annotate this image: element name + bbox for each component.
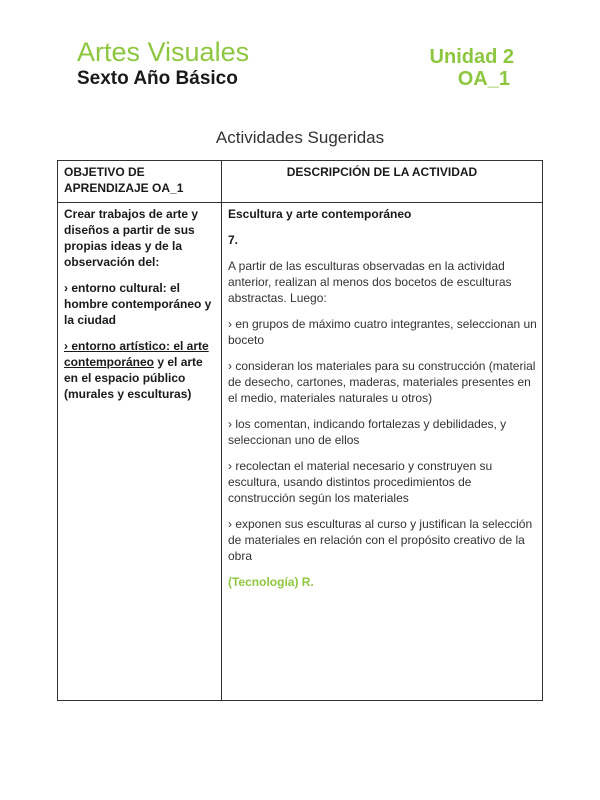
activities-table (57, 160, 543, 701)
activity-step: › consideran los materiales para su construcción (material de desecho, cartones, maderas, materiales presentes en el medio, materiales naturales u otros) (228, 359, 536, 405)
unit-label: Unidad 2 (429, 46, 514, 68)
activity-cell (228, 206, 538, 600)
column-divider (221, 161, 222, 700)
activity-step: › recolectan el material necesario y construyen su escultura, usando distintos procedimientos de construcción según los materiales (228, 459, 493, 505)
grade-label: Sexto Año Básico (77, 68, 238, 89)
page-header (0, 0, 600, 110)
objective-item-artistic-underlined: › entorno artístico: el arte contemporáneo (64, 339, 209, 369)
activity-step: › los comentan, indicando fortalezas y debilidades, y seleccionan uno de ellos (228, 417, 507, 447)
activity-step: › exponen sus esculturas al curso y justifican la selección de materiales en relación con el propósito creativo de la obra (228, 517, 533, 563)
description-column-header: DESCRIPCIÓN DE LA ACTIVIDAD (286, 165, 478, 179)
activity-step: › en grupos de máximo cuatro integrantes, seleccionan un boceto (228, 317, 537, 347)
objective-item-cultural: › entorno cultural: el hombre contemporáneo y la ciudad (64, 281, 212, 327)
integration-note: (Tecnología) R. (228, 575, 314, 589)
activity-intro: A partir de las esculturas observadas en la actividad anterior, realizan al menos dos bocetos de esculturas abstractas. Luego: (228, 259, 512, 305)
subject-title: Artes Visuales (77, 37, 250, 67)
oa-label: OA_1 (457, 68, 510, 90)
objective-cell (64, 206, 216, 412)
objective-column-header: OBJETIVO DE APRENDIZAJE OA_1 (64, 165, 184, 195)
objective-intro: Crear trabajos de arte y diseños a partir de sus propias ideas y de la observación del: (64, 207, 199, 269)
section-title: Actividades Sugeridas (215, 128, 385, 147)
objective-item-artistic-rest: y el arte en el espacio público (murales y esculturas) (64, 355, 203, 401)
header-divider (58, 202, 542, 203)
activity-title: Escultura y arte contemporáneo (228, 207, 412, 221)
activity-number: 7. (228, 233, 239, 247)
objective-item-artistic (64, 338, 216, 402)
